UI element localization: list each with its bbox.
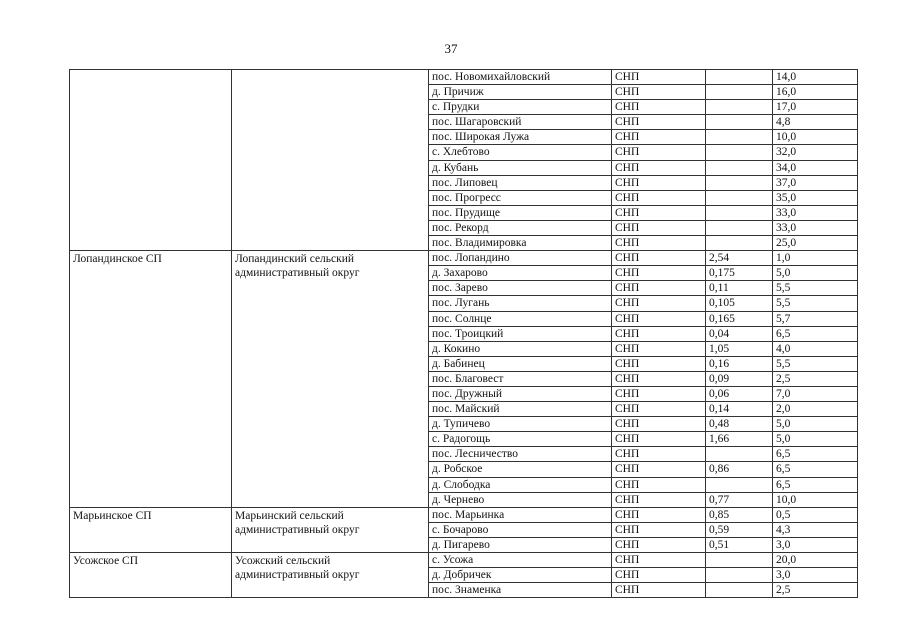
area-value-cell: 0,06 xyxy=(706,386,773,401)
area-value-cell xyxy=(706,115,773,130)
locality-type-cell: СНП xyxy=(612,432,706,447)
district-name-cell: Усожский сельский административный округ xyxy=(232,553,429,598)
locality-name-cell: пос. Майский xyxy=(429,402,612,417)
locality-name-cell: пос. Лопандино xyxy=(429,251,612,266)
distance-value-cell: 5,5 xyxy=(773,281,858,296)
distance-value-cell: 10,0 xyxy=(773,492,858,507)
area-value-cell: 0,51 xyxy=(706,537,773,552)
locality-type-cell: СНП xyxy=(612,326,706,341)
locality-name-cell: пос. Шагаровский xyxy=(429,115,612,130)
locality-name-cell: пос. Троицкий xyxy=(429,326,612,341)
locality-name-cell: д. Тупичево xyxy=(429,417,612,432)
locality-type-cell: СНП xyxy=(612,537,706,552)
locality-type-cell: СНП xyxy=(612,507,706,522)
area-value-cell: 0,48 xyxy=(706,417,773,432)
area-value-cell xyxy=(706,100,773,115)
distance-value-cell: 5,0 xyxy=(773,266,858,281)
area-value-cell xyxy=(706,190,773,205)
area-value-cell xyxy=(706,447,773,462)
locality-name-cell: д. Пигарево xyxy=(429,537,612,552)
locality-type-cell: СНП xyxy=(612,417,706,432)
distance-value-cell: 25,0 xyxy=(773,236,858,251)
area-value-cell xyxy=(706,85,773,100)
locality-type-cell: СНП xyxy=(612,492,706,507)
table-body xyxy=(70,70,858,598)
settlement-name-cell xyxy=(70,70,232,251)
settlements-table xyxy=(69,69,858,598)
locality-name-cell: с. Бочарово xyxy=(429,522,612,537)
area-value-cell xyxy=(706,70,773,85)
locality-type-cell: СНП xyxy=(612,311,706,326)
locality-type-cell: СНП xyxy=(612,85,706,100)
distance-value-cell: 6,5 xyxy=(773,477,858,492)
distance-value-cell: 3,0 xyxy=(773,568,858,583)
locality-type-cell: СНП xyxy=(612,522,706,537)
district-name-cell xyxy=(232,70,429,251)
distance-value-cell: 2,5 xyxy=(773,371,858,386)
distance-value-cell: 32,0 xyxy=(773,145,858,160)
locality-type-cell: СНП xyxy=(612,100,706,115)
locality-type-cell: СНП xyxy=(612,190,706,205)
area-value-cell xyxy=(706,130,773,145)
area-value-cell xyxy=(706,583,773,598)
distance-value-cell: 4,3 xyxy=(773,522,858,537)
distance-value-cell: 14,0 xyxy=(773,70,858,85)
locality-name-cell: пос. Зарево xyxy=(429,281,612,296)
locality-type-cell: СНП xyxy=(612,477,706,492)
area-value-cell xyxy=(706,220,773,235)
locality-type-cell: СНП xyxy=(612,296,706,311)
distance-value-cell: 20,0 xyxy=(773,553,858,568)
distance-value-cell: 6,5 xyxy=(773,326,858,341)
area-value-cell: 0,09 xyxy=(706,371,773,386)
locality-name-cell: пос. Знаменка xyxy=(429,583,612,598)
distance-value-cell: 4,0 xyxy=(773,341,858,356)
locality-type-cell: СНП xyxy=(612,251,706,266)
area-value-cell xyxy=(706,160,773,175)
locality-name-cell: д. Захарово xyxy=(429,266,612,281)
district-name-cell: Марьинский сельский административный округ xyxy=(232,507,429,552)
area-value-cell: 0,165 xyxy=(706,311,773,326)
locality-name-cell: пос. Прогресс xyxy=(429,190,612,205)
locality-name-cell: пос. Дружный xyxy=(429,386,612,401)
area-value-cell: 0,11 xyxy=(706,281,773,296)
distance-value-cell: 6,5 xyxy=(773,447,858,462)
distance-value-cell: 34,0 xyxy=(773,160,858,175)
locality-name-cell: пос. Липовец xyxy=(429,175,612,190)
locality-type-cell: СНП xyxy=(612,220,706,235)
locality-name-cell: д. Чернево xyxy=(429,492,612,507)
distance-value-cell: 2,5 xyxy=(773,583,858,598)
distance-value-cell: 1,0 xyxy=(773,251,858,266)
area-value-cell: 0,14 xyxy=(706,402,773,417)
area-value-cell: 0,59 xyxy=(706,522,773,537)
locality-name-cell: д. Робское xyxy=(429,462,612,477)
locality-type-cell: СНП xyxy=(612,281,706,296)
locality-type-cell: СНП xyxy=(612,447,706,462)
table-row xyxy=(70,251,858,266)
locality-name-cell: д. Добричек xyxy=(429,568,612,583)
area-value-cell: 0,77 xyxy=(706,492,773,507)
area-value-cell: 2,54 xyxy=(706,251,773,266)
locality-type-cell: СНП xyxy=(612,386,706,401)
locality-name-cell: пос. Широкая Лужа xyxy=(429,130,612,145)
locality-type-cell: СНП xyxy=(612,115,706,130)
distance-value-cell: 35,0 xyxy=(773,190,858,205)
page-number: 37 xyxy=(444,41,458,56)
table-row xyxy=(70,70,858,85)
settlement-name-cell: Марьинское СП xyxy=(70,507,232,552)
locality-name-cell: пос. Лугань xyxy=(429,296,612,311)
distance-value-cell: 0,5 xyxy=(773,507,858,522)
locality-type-cell: СНП xyxy=(612,402,706,417)
area-value-cell xyxy=(706,477,773,492)
table-row xyxy=(70,507,858,522)
distance-value-cell: 5,7 xyxy=(773,311,858,326)
distance-value-cell: 17,0 xyxy=(773,100,858,115)
locality-type-cell: СНП xyxy=(612,568,706,583)
locality-type-cell: СНП xyxy=(612,160,706,175)
distance-value-cell: 7,0 xyxy=(773,386,858,401)
locality-name-cell: д. Бабинец xyxy=(429,356,612,371)
distance-value-cell: 37,0 xyxy=(773,175,858,190)
locality-type-cell: СНП xyxy=(612,205,706,220)
locality-name-cell: д. Кокино xyxy=(429,341,612,356)
locality-type-cell: СНП xyxy=(612,583,706,598)
distance-value-cell: 5,0 xyxy=(773,417,858,432)
locality-name-cell: пос. Рекорд xyxy=(429,220,612,235)
area-value-cell: 0,105 xyxy=(706,296,773,311)
distance-value-cell: 4,8 xyxy=(773,115,858,130)
area-value-cell xyxy=(706,175,773,190)
distance-value-cell: 2,0 xyxy=(773,402,858,417)
locality-name-cell: д. Слободка xyxy=(429,477,612,492)
area-value-cell: 1,66 xyxy=(706,432,773,447)
locality-name-cell: с. Радогощь xyxy=(429,432,612,447)
distance-value-cell: 5,0 xyxy=(773,432,858,447)
locality-type-cell: СНП xyxy=(612,145,706,160)
district-name-cell: Лопандинский сельский административный округ xyxy=(232,251,429,508)
locality-name-cell: пос. Владимировка xyxy=(429,236,612,251)
locality-type-cell: СНП xyxy=(612,130,706,145)
locality-type-cell: СНП xyxy=(612,356,706,371)
locality-type-cell: СНП xyxy=(612,341,706,356)
area-value-cell: 1,05 xyxy=(706,341,773,356)
distance-value-cell: 5,5 xyxy=(773,296,858,311)
locality-type-cell: СНП xyxy=(612,70,706,85)
area-value-cell xyxy=(706,568,773,583)
area-value-cell: 0,16 xyxy=(706,356,773,371)
locality-name-cell: д. Причиж xyxy=(429,85,612,100)
locality-name-cell: пос. Лесничество xyxy=(429,447,612,462)
locality-name-cell: с. Прудки xyxy=(429,100,612,115)
area-value-cell xyxy=(706,553,773,568)
locality-type-cell: СНП xyxy=(612,266,706,281)
locality-name-cell: с. Хлебтово xyxy=(429,145,612,160)
locality-name-cell: с. Усожа xyxy=(429,553,612,568)
distance-value-cell: 6,5 xyxy=(773,462,858,477)
distance-value-cell: 3,0 xyxy=(773,537,858,552)
locality-name-cell: пос. Прудище xyxy=(429,205,612,220)
locality-type-cell: СНП xyxy=(612,175,706,190)
area-value-cell: 0,86 xyxy=(706,462,773,477)
distance-value-cell: 5,5 xyxy=(773,356,858,371)
distance-value-cell: 16,0 xyxy=(773,85,858,100)
area-value-cell: 0,175 xyxy=(706,266,773,281)
settlement-name-cell: Усожское СП xyxy=(70,553,232,598)
locality-type-cell: СНП xyxy=(612,553,706,568)
distance-value-cell: 33,0 xyxy=(773,205,858,220)
area-value-cell xyxy=(706,205,773,220)
locality-name-cell: пос. Марьинка xyxy=(429,507,612,522)
locality-type-cell: СНП xyxy=(612,236,706,251)
area-value-cell: 0,85 xyxy=(706,507,773,522)
table-row xyxy=(70,553,858,568)
area-value-cell xyxy=(706,145,773,160)
area-value-cell xyxy=(706,236,773,251)
distance-value-cell: 10,0 xyxy=(773,130,858,145)
locality-name-cell: пос. Солнце xyxy=(429,311,612,326)
locality-name-cell: пос. Благовест xyxy=(429,371,612,386)
area-value-cell: 0,04 xyxy=(706,326,773,341)
distance-value-cell: 33,0 xyxy=(773,220,858,235)
locality-type-cell: СНП xyxy=(612,371,706,386)
locality-name-cell: д. Кубань xyxy=(429,160,612,175)
settlement-name-cell: Лопандинское СП xyxy=(70,251,232,508)
locality-type-cell: СНП xyxy=(612,462,706,477)
locality-name-cell: пос. Новомихайловский xyxy=(429,70,612,85)
